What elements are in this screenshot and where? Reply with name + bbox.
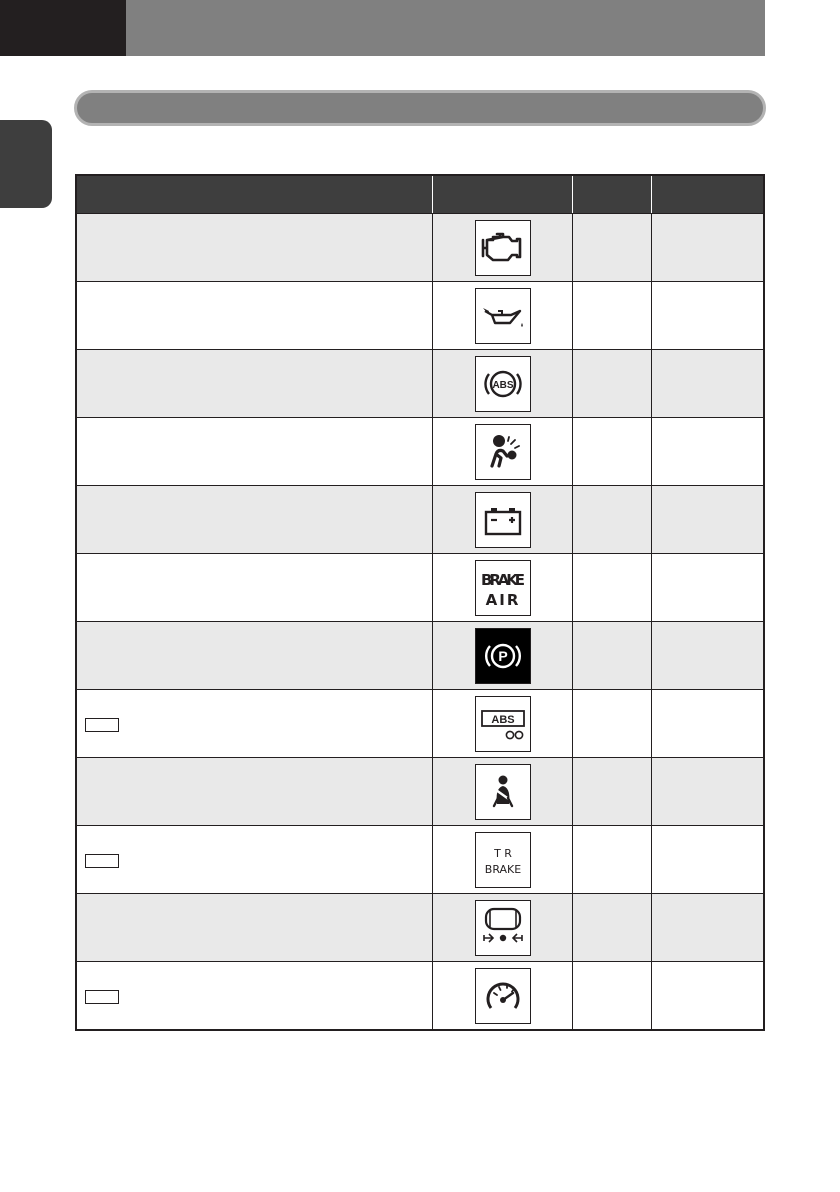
row-description	[77, 554, 433, 621]
table-row	[77, 758, 763, 826]
row-description	[77, 622, 433, 689]
row-description	[77, 826, 433, 893]
header-gray-bar	[126, 0, 765, 56]
battery-charge-icon	[475, 492, 531, 548]
brake-air-text-line2: AIR	[485, 590, 520, 609]
table-row	[77, 486, 763, 554]
table-row	[77, 894, 763, 962]
row-description	[77, 282, 433, 349]
header-col-description	[77, 176, 433, 213]
row-description	[77, 690, 433, 757]
speedometer-icon	[475, 968, 531, 1024]
row-description	[77, 894, 433, 961]
table-row	[77, 418, 763, 486]
engine-warning-icon	[475, 220, 531, 276]
warning-lights-table	[75, 174, 765, 1031]
optional-equipment-box	[85, 718, 119, 732]
table-row	[77, 962, 763, 1029]
table-row	[77, 690, 763, 758]
row-description	[77, 214, 433, 281]
header-col-color	[573, 176, 652, 213]
trailer-abs-icon	[475, 696, 531, 752]
oil-pressure-icon	[475, 288, 531, 344]
table-header	[77, 176, 763, 214]
optional-equipment-box	[85, 990, 119, 1004]
row-description	[77, 758, 433, 825]
table-row	[77, 350, 763, 418]
parking-text: P	[497, 647, 508, 664]
trailer-abs-text: ABS	[490, 713, 515, 726]
abs-warning-icon	[475, 356, 531, 412]
row-description	[77, 418, 433, 485]
table-row	[77, 622, 763, 690]
table-row	[77, 554, 763, 622]
seat-belt-icon	[475, 764, 531, 820]
airbag-warning-icon	[475, 424, 531, 480]
section-title-bar	[74, 90, 766, 126]
tr-brake-text-line1: T R	[493, 846, 512, 860]
row-description	[77, 486, 433, 553]
parking-brake-icon	[475, 628, 531, 684]
header-col-page	[652, 176, 763, 213]
brake-air-text-line1: BRAKE	[480, 570, 525, 589]
header-col-symbol	[433, 176, 573, 213]
abs-text: ABS	[491, 379, 514, 391]
row-description	[77, 962, 433, 1029]
header-dark-block	[0, 0, 126, 56]
trailer-brake-icon	[475, 832, 531, 888]
table-row	[77, 282, 763, 350]
table-row	[77, 214, 763, 282]
air-suspension-icon	[475, 900, 531, 956]
table-row	[77, 826, 763, 894]
chapter-side-tab[interactable]	[0, 120, 52, 208]
row-description	[77, 350, 433, 417]
tr-brake-text-line2: BRAKE	[484, 862, 521, 876]
brake-air-icon	[475, 560, 531, 616]
optional-equipment-box	[85, 854, 119, 868]
